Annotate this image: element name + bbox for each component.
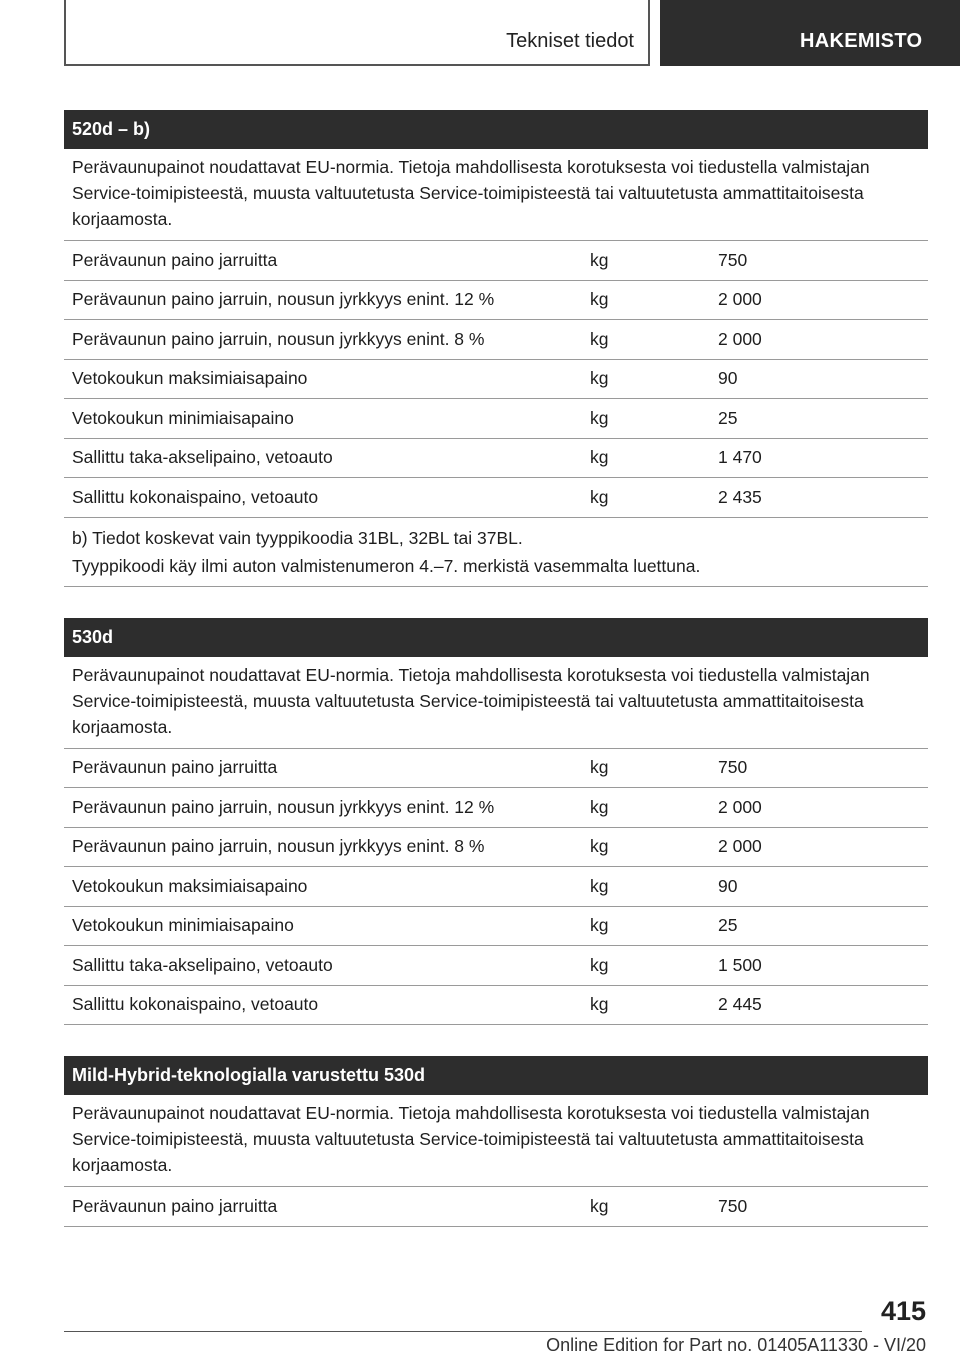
footnote: b) Tiedot koskevat vain tyyppikoodia 31BL, 32BL tai 37BL. [72, 527, 523, 548]
row-label: Vetokoukun maksimiaisapaino [72, 368, 308, 389]
table-row [64, 281, 928, 321]
row-value: 750 [718, 249, 748, 270]
row-label: Vetokoukun maksimiaisapaino [72, 875, 308, 896]
row-label: Vetokoukun minimiaisapaino [72, 915, 294, 936]
row-label: Sallittu kokonaispaino, vetoauto [72, 486, 319, 507]
section-tab[interactable]: Tekniset tiedot [64, 0, 650, 66]
table-row [64, 399, 928, 439]
row-value: 2 000 [718, 796, 762, 817]
row-value: 2 000 [718, 328, 762, 349]
row-unit: kg [590, 836, 609, 857]
row-value: 750 [718, 757, 748, 778]
table-row [64, 1187, 928, 1227]
row-label: Perävaunun paino jarruitta [72, 757, 278, 778]
index-tab[interactable]: HAKEMISTO [660, 0, 960, 66]
row-unit: kg [590, 875, 609, 896]
row-label: Perävaunun paino jarruin, nousun jyrkkyys enint. 12 % [72, 289, 495, 310]
footnotes [64, 518, 928, 587]
spec-section-530d [64, 618, 928, 1026]
section-intro: Perävaunupainot noudattavat EU-normia. Tietoja mahdollisesta korotuksesta voi tiedustella valmistajan Service-toimipisteestä, muusta valtuutetusta Service-toimipisteestä tai valtuutetusta ammattitaitoisesta korjaamosta. [64, 657, 928, 749]
spec-section-530d-mild-hybrid [64, 1056, 928, 1227]
page-number: 415 [880, 1296, 926, 1326]
table-row [64, 986, 928, 1026]
row-unit: kg [590, 1195, 609, 1216]
section-intro: Perävaunupainot noudattavat EU-normia. Tietoja mahdollisesta korotuksesta voi tiedustella valmistajan Service-toimipisteestä, muusta valtuutetusta Service-toimipisteestä tai valtuutetusta ammattitaitoisesta korjaamosta. [64, 149, 928, 241]
row-label: Perävaunun paino jarruin, nousun jyrkkyys enint. 8 % [72, 328, 485, 349]
row-label: Sallittu taka-akselipaino, vetoauto [72, 954, 333, 975]
table-row [64, 907, 928, 947]
page-header [64, 0, 960, 66]
row-unit: kg [590, 447, 609, 468]
row-value: 90 [718, 875, 738, 896]
row-value: 2 000 [718, 289, 762, 310]
table-row [64, 828, 928, 868]
row-value: 25 [718, 407, 738, 428]
table-row [64, 478, 928, 518]
footnote: Tyyppikoodi käy ilmi auton valmistenumeron 4.–7. merkistä vasemmalta luettuna. [72, 555, 701, 576]
row-unit: kg [590, 994, 609, 1015]
section-title: 530d [64, 618, 928, 657]
row-unit: kg [590, 757, 609, 778]
section-intro: Perävaunupainot noudattavat EU-normia. Tietoja mahdollisesta korotuksesta voi tiedustella valmistajan Service-toimipisteestä, muusta valtuutetusta Service-toimipisteestä tai valtuutetusta ammattitaitoisesta korjaamosta. [64, 1095, 928, 1187]
row-unit: kg [590, 954, 609, 975]
row-label: Sallittu kokonaispaino, vetoauto [72, 994, 319, 1015]
row-unit: kg [590, 796, 609, 817]
row-unit: kg [590, 289, 609, 310]
table-row [64, 867, 928, 907]
spec-section-520d [64, 110, 928, 587]
row-unit: kg [590, 915, 609, 936]
section-title: Mild-Hybrid-teknologialla varustettu 530d [64, 1056, 928, 1095]
row-unit: kg [590, 328, 609, 349]
row-label: Sallittu taka-akselipaino, vetoauto [72, 447, 333, 468]
edition-text: Online Edition for Part no. 01405A11330 - VI/20 [546, 1335, 926, 1355]
row-value: 25 [718, 915, 738, 936]
section-title: 520d – b) [64, 110, 928, 149]
row-value: 750 [718, 1195, 748, 1216]
row-value: 2 435 [718, 486, 762, 507]
row-label: Perävaunun paino jarruin, nousun jyrkkyys enint. 12 % [72, 796, 495, 817]
row-value: 2 445 [718, 994, 762, 1015]
row-label: Perävaunun paino jarruitta [72, 1195, 278, 1216]
row-unit: kg [590, 249, 609, 270]
table-row [64, 749, 928, 789]
spec-content [64, 110, 928, 1258]
table-row [64, 946, 928, 986]
table-row [64, 360, 928, 400]
row-value: 1 500 [718, 954, 762, 975]
table-row [64, 320, 928, 360]
row-value: 1 470 [718, 447, 762, 468]
row-unit: kg [590, 368, 609, 389]
row-label: Perävaunun paino jarruin, nousun jyrkkyys enint. 8 % [72, 836, 485, 857]
row-value: 90 [718, 368, 738, 389]
row-value: 2 000 [718, 836, 762, 857]
footer-divider [64, 1331, 862, 1332]
table-row [64, 439, 928, 479]
row-unit: kg [590, 407, 609, 428]
row-unit: kg [590, 486, 609, 507]
table-row [64, 241, 928, 281]
row-label: Vetokoukun minimiaisapaino [72, 407, 294, 428]
row-label: Perävaunun paino jarruitta [72, 249, 278, 270]
table-row [64, 788, 928, 828]
